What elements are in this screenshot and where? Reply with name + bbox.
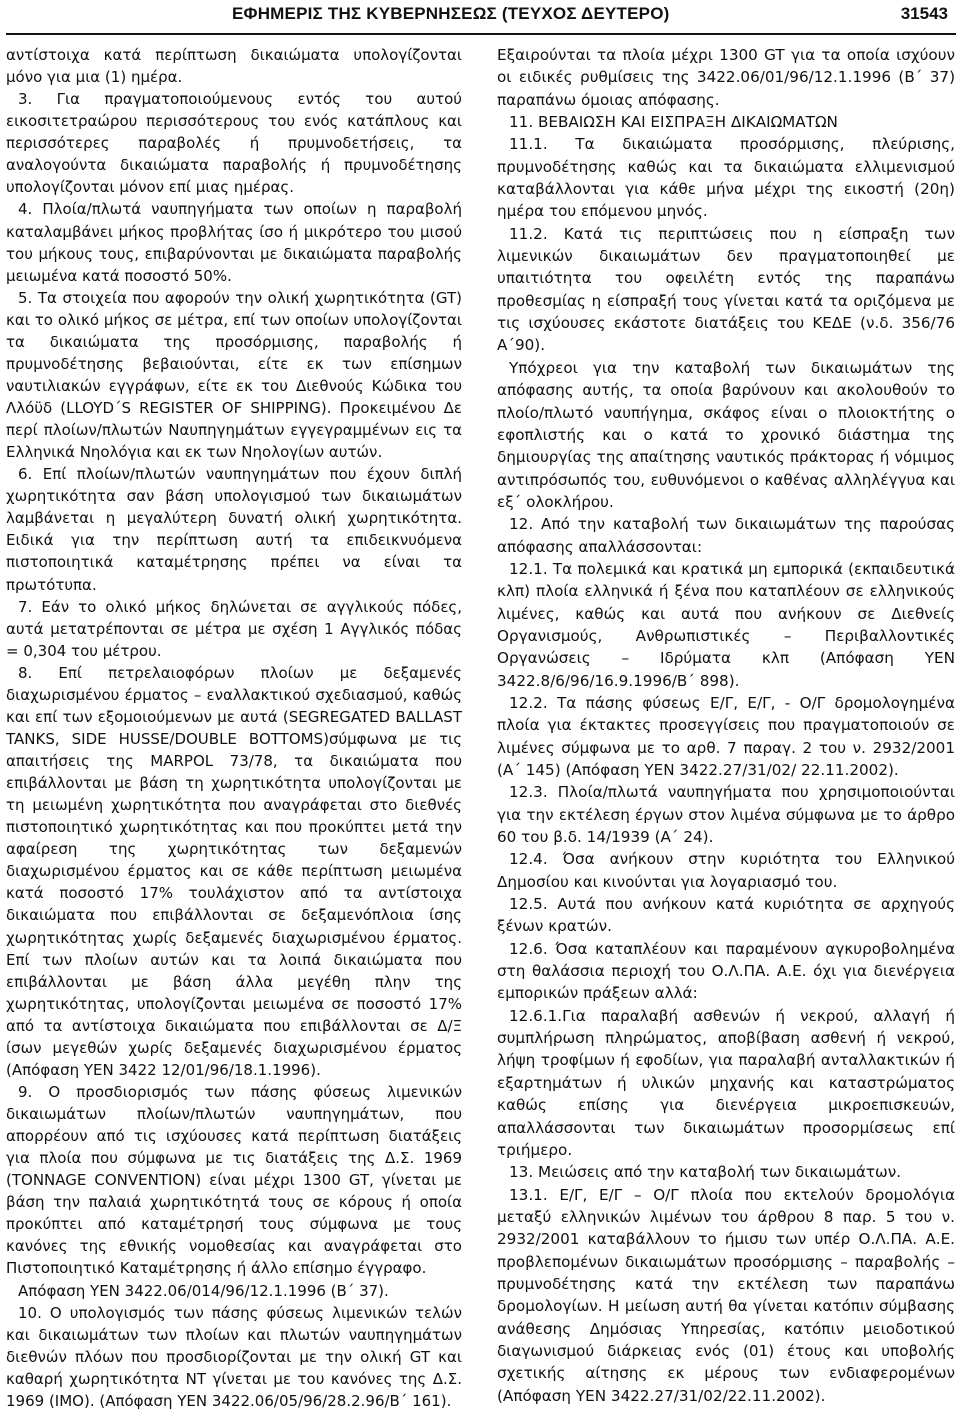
header-divider [6,33,956,35]
paragraph: 3. Για πραγματοποιούμενους εντός του αυτού εικοσιτετραώρου περισσότερους του ενός κατάπλους και περισσότερες παραβολές ή πρυμνοδετήσεις, τα αναλογούντα δικαιώματα παραβολής ή πρυμνοδέτησης υπολογίζονται μόνον επί μιας ημέρας. [6,90,462,197]
paragraph: 8. Επί πετρελαιοφόρων πλοίων με δεξαμενές διαχωρισμένου έρματος – εναλλακτικού σχεδιασμού, καθώς και επί των εξομοιούμενων με αυτά (SEGREGATED BALLAST TANKS, SIDE HUSSE/DOUBLE BOTTOMS)σύμφωνα με τις απαιτήσεις της MARPOL 73/78, τα δικαιώματα που επιβάλλονται με βάση τη χωρητικότητα υπολογίζονται με τη μειωμένη χωρητικότητα που αναγράφεται στο διεθνές πιστοποιητικό χωρητικότητας και που προκύπτει μετά την αφαίρεση της χωρητικότητας των δεξαμενών διαχωρισμένου έρματος και σε κάθε περίπτωση μειωμένα κατά ποσοστό 17% τουλάχιστον από τα αντίστοιχα δικαιώματα που επιβάλλονται σε δεξαμενόπλοια ίσης χωρητικότητας χωρίς δεξαμενές διαχωρισμένου έρματος. Επί των πλοίων αυτών και τα λοιπά δικαιώματα που επιβάλλονται με βάση άλλα μεγέθη πλην της χωρητικότητας, υπολογίζονται μειωμένα σε ποσοστό 17% από τα αντίστοιχα δικαιώματα που επιβάλλονται σε Δ/Ξ ίσων μεγεθών χωρίς δεξαμενές διαχωρισμένου έρματος (Απόφαση ΥΕΝ 3422 12/01/96/18.1.1996). [6,663,462,1079]
paragraph: 7. Εάν το ολικό μήκος δηλώνεται σε αγγλικούς πόδες, αυτά μετατρέπονται σε μέτρα με σχέση 1 Αγγλικός πόδας = 0,304 του μέτρου. [6,597,462,660]
paragraph: 12.6. Όσα καταπλέουν και παραμένουν αγκυροβολημένα στη θαλάσσια περιοχή του Ο.Λ.ΠΑ. Α.Ε. όχι για διενέργεια εμπορικών πράξεων αλλά: [497,939,955,1003]
paragraph: 11. ΒΕΒΑΙΩΣΗ ΚΑΙ ΕΙΣΠΡΑΞΗ ΔΙΚΑΙΩΜΑΤΩΝ [509,113,838,132]
left-column [6,44,462,1412]
paragraph: Εξαιρούνται τα πλοία μέχρι 1300 GT για τα οποία ισχύουν οι ειδικές ρυθμίσεις της 3422.06/01/96/12.1.1996 (Β΄ 37) παραπάνω όμοιας απόφασης. [497,46,955,109]
paragraph: 12.6.1.Για παραλαβή ασθενών ή νεκρού, αλλαγή ή συμπλήρωση πληρώματος, αποβίβαση ασθενή ή νεκρού, λήψη τροφίμων ή εφοδίων, για παραλαβή ανταλλακτικών ή εξαρτημάτων ή υλικών μηχανής και καταστρώματος καθώς επίσης για διενέργεια μικροεπισκευών, απαλλάσσονται των δικαιωμάτων προσορμίσεως επί τριήμερο. [497,1006,955,1159]
paragraph: 10. Ο υπολογισμός των πάσης φύσεως λιμενικών τελών και δικαιωμάτων των πλοίων και πλωτών ναυπηγημάτων διεθνών πλόων που προσδιορίζονται με την ολική GT και καθαρή χωρητικότητα NT γίνεται με του κανόνες της Δ.Σ. 1969 (IMO). (Απόφαση ΥΕΝ 3422.06/05/96/28.2.96/Β΄ 161). [6,1303,462,1410]
paragraph: 12.4. Όσα ανήκουν στην κυριότητα του Ελληνικού Δημοσίου και κινούνται για λογαριασμό του. [497,850,955,891]
right-column [497,44,955,1407]
page-header [0,0,960,30]
paragraph: 4. Πλοία/πλωτά ναυπηγήματα των οποίων η παραβολή καταλαμβάνει μήκος προβλήτας ίσο ή μικρότερο του μισού του μήκους τους, επιβαρύνονται με δικαιώματα παραβολής μειωμένα κατά ποσοστό 50%. [6,200,462,285]
paragraph: Υπόχρεοι για την καταβολή των δικαιωμάτων της απόφασης αυτής, τα οποία βαρύνουν και ακολουθούν το πλοίο/πλωτό ναυπήγημα, σκάφος είναι ο πλοιοκτήτης ο εφοπλιστής και ο κατά το χρονικό διάστημα της δημιουργίας της απαίτησης ναυτικός πράκτορας ή νόμιμος αντιπρόσωπός του, ευθυνόμενοι ο καθένας αλληλέγγυα και εξ΄ ολοκλήρου. [497,358,955,511]
paragraph: 11.2. Κατά τις περιπτώσεις που η είσπραξη των λιμενικών δικαιωμάτων δεν πραγματοποιηθεί με υπαιτιότητα του οφειλέτη εντός της παραπάνω προθεσμίας η είσπραξή τους γίνεται κατά τα οριζόμενα με τις ισχύουσες εκάστοτε διατάξεις του ΚΕΔΕ (ν.δ. 356/76 Α΄90). [497,224,955,355]
gazette-title: ΕΦΗΜΕΡΙΣ ΤΗΣ ΚΥΒΕΡΝΗΣΕΩΣ (ΤΕΥΧΟΣ ΔΕΥΤΕΡΟ) [232,4,670,23]
paragraph: 6. Επί πλοίων/πλωτών ναυπηγημάτων που έχουν διπλή χωρητικότητα σαν βάση υπολογισμού των δικαιωμάτων λαμβάνεται η μεγαλύτερη δυνατή ολική χωρητικότητα. Ειδικά για την περίπτωση αυτή τα επιδεικνυόμενα πιστοποιητικά καταμέτρησης πρέπει να είναι τα πρωτότυπα. [6,465,462,594]
paragraph: 12.3. Πλοία/πλωτά ναυπηγήματα που χρησιμοποιούνται για την εκτέλεση έργων στον λιμένα σύμφωνα με το άρθρο 60 του β.δ. 14/1939 (Α΄ 24). [497,783,955,847]
paragraph: 9. Ο προσδιορισμός των πάσης φύσεως λιμενικών δικαιωμάτων πλοίων/πλωτών ναυπηγημάτων, που απορρέουν από τις ισχύουσες κατά περίπτωση διατάξεις για πλοία που σύμφωνα με τις διατάξεις της Δ.Σ. 1969 (TONNAGE CONVENTION) είναι μέχρι 1300 GT, γίνεται με βάση την παλαιά χωρητικότητά τους σε κόρους ή οποία προκύπτει από καταμέτρησή τους σύμφωνα με τους κανόνες της εθνικής νομοθεσίας και αναγράφεται στο Πιστοποιητικό Καταμέτρησης ή άλλο επίσημο έγγραφο. [6,1082,462,1278]
paragraph: αντίστοιχα κατά περίπτωση δικαιώματα υπολογίζονται μόνο για μια (1) ημέρα. [6,46,462,87]
paragraph: Απόφαση ΥΕΝ 3422.06/014/96/12.1.1996 (Β΄ 37). [18,1281,389,1300]
paragraph: 12.5. Αυτά που ανήκουν κατά κυριότητα σε αρχηγούς ξένων κρατών. [497,895,955,936]
paragraph: 12.2. Τα πάσης φύσεως Ε/Γ, Ε/Γ, - Ο/Γ δρομολογημένα πλοία για έκτακτες προσεγγίσεις που πραγματοποιούν σε λιμένες σύμφωνα με το αρθ. 7 παραγ. 2 του ν. 2932/2001 (Α΄ 145) (Απόφαση ΥΕΝ 3422.27/31/02/ 22.11.2002). [497,693,955,779]
paragraph: 12. Από την καταβολή των δικαιωμάτων της παρούσας απόφασης απαλλάσσονται: [497,515,955,556]
paragraph: 11.1. Τα δικαιώματα προσόρμισης, πλεύρισης, πρυμνοδέτησης καθώς και τα δικαιώματα ελλιμενισμού καταβάλλονται για κάθε μήνα μέχρι της εικοστή (20η) ημέρα του επόμενου μηνός. [497,135,955,221]
page-number: 31543 [900,4,948,23]
paragraph: 5. Τα στοιχεία που αφορούν την ολική χωρητικότητα (GT) και το ολικό μήκος σε μέτρα, επί των οποίων υπολογίζονται τα δικαιώματα της προσόρμισης, παραβολής ή πρυμνοδέτησης βεβαιούνται, είτε εκ των επίσημων ναυτιλιακών εγγράφων, είτε εκ του Διεθνούς Κώδικα του Λλόϋδ (LLOYD΄S REGISTER OF SHIPPING). Προκειμένου Δε περί πλοίων/πλωτών Ναυπηγημάτων εγγεγραμμένων εις τα Ελληνικά Νηολόγια και εκ των Νηολογίων αυτών. [6,288,462,462]
paragraph: 13. Μειώσεις από την καταβολή των δικαιωμάτων. [509,1163,902,1182]
paragraph: 12.1. Τα πολεμικά και κρατικά μη εμπορικά (εκπαιδευτικά κλπ) πλοία ελληνικά ή ξένα που καταπλέουν σε ελληνικούς λιμένες, καθώς και αυτά που ανήκουν σε Διεθνείς Οργανισμούς, Ανθρωπιστικές – Περιβαλλοντικές Οργανώσεις – Ιδρύματα κλπ (Απόφαση ΥΕΝ 3422.8/6/96/16.9.1996/Β΄ 898). [497,559,955,690]
paragraph: 13.1. Ε/Γ, Ε/Γ – Ο/Γ πλοία που εκτελούν δρομολόγια μεταξύ ελληνικών λιμένων του άρθρου 8 παρ. 5 του ν. 2932/2001 καταβάλλουν το ήμισυ των υπέρ Ο.Λ.ΠΑ. Α.Ε. προβλεπομένων δικαιωμάτων προσόρμισης – παραβολής – πρυμνοδέτησης κατά την εκτέλεση των παραπάνω δρομολογίων. Η μείωση αυτή θα γίνεται κατόπιν σύμβασης ανάθεσης Δημόσιας Υπηρεσίας, κατόπιν μειοδοτικού διαγωνισμού διάρκειας ενός (01) έτους και υποβολής σχετικής αίτησης εκ μέρους των ενδιαφερομένων (Απόφαση ΥΕΝ 3422.27/31/02/22.11.2002). [497,1185,955,1405]
